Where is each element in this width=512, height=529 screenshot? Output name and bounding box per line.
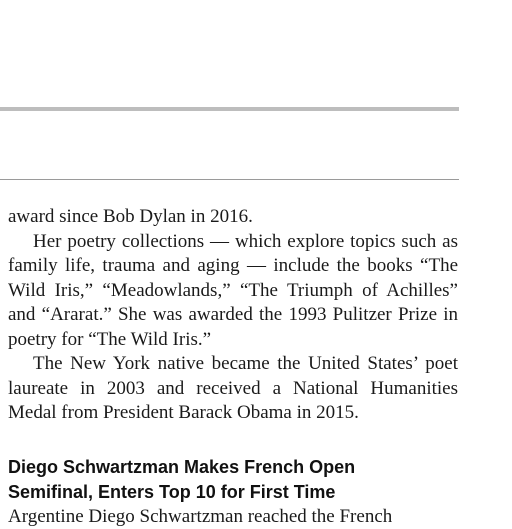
headline-line: Semifinal, Enters Top 10 for First Time xyxy=(8,482,336,502)
next-article-headline xyxy=(8,455,458,505)
article-body xyxy=(8,205,458,426)
article-paragraph: award since Bob Dylan in 2016. xyxy=(8,206,253,227)
article-paragraph: Her poetry collections — which explore topics such as family life, trauma and aging — include the books “The Wild Iris,” “Meadowlands,” “The Triumph of Achilles” and “Ararat.” She was awarded the 1993 Pulitzer Prize in poetry for “The Wild Iris.” xyxy=(8,230,458,350)
section-divider-thick xyxy=(0,107,459,111)
section-divider-thin xyxy=(0,179,459,180)
article-paragraph: The New York native became the United States’ poet laureate in 2003 and received a National Humanities Medal from President Barack Obama in 2015. xyxy=(8,353,458,423)
headline-line: Diego Schwartzman Makes French Open xyxy=(8,457,356,477)
next-article-body-partial: Argentine Diego Schwartzman reached the French xyxy=(8,506,393,527)
